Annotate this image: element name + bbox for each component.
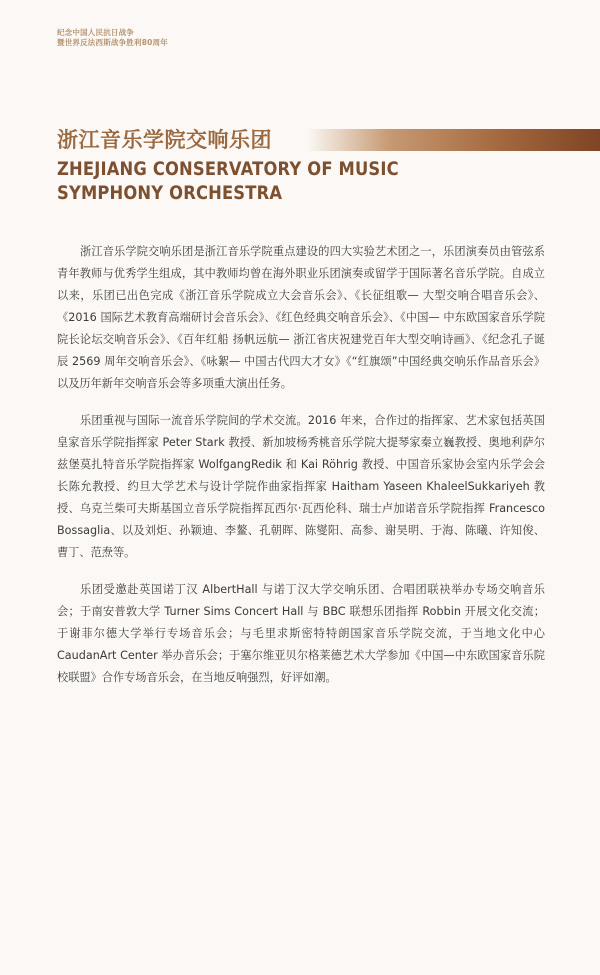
page-title-english: [57, 157, 399, 205]
commemoration-note-line-2: 暨世界反法西斯战争胜利80周年: [57, 38, 168, 47]
paragraph-academic-exchange: 乐团重视与国际一流音乐学院间的学术交流。2016 年来，合作过的指挥家、艺术家包括英国皇家音乐学院指挥家 Peter Stark 教授、新加坡杨秀桃音乐学院大提琴家秦立巍教授、奥地利萨尔兹堡莫扎特音乐学院指挥家 WolfgangRedik 和 Kai Röhrig 教授、中国音乐家协会室内乐学会会长陈允教授、约旦大学艺术与设计学院作曲家指挥家 Haitham Yaseen KhaleelSukkariyeh 教授、乌克兰柴可夫斯基国立音乐学院指挥瓦西尔·瓦西伦科、瑞士卢加诺音乐学院指挥 Francesco Bossaglia、以及刘炬、孙颖迪、李鳌、孔朝晖、陈燮阳、高参、谢昊明、于海、陈曦、许知俊、曹丁、范焘等。: [57, 414, 545, 559]
page-title-english-line-2: SYMPHONY ORCHESTRA: [57, 182, 283, 204]
paragraph-overseas-performances: 乐团受邀赴英国诺丁汉 AlbertHall 与诺丁汉大学交响乐团、合唱团联袂举办专场交响音乐会；于南安普敦大学 Turner Sims Concert Hall 与 BBC 联想乐团指挥 Robbin 开展文化交流；于谢菲尔德大学举行专场音乐会；与毛里求斯密特特朗国家音乐学院交流，于当地文化中心 CaudanArt Center 举办音乐会；于塞尔维亚贝尔格莱德艺术大学参加《中国—中东欧国家音乐院校联盟》合作专场音乐会，在当地反响强烈，好评如潮。: [57, 583, 545, 684]
paragraph-intro: 浙江音乐学院交响乐团是浙江音乐学院重点建设的四大实验艺术团之一，乐团演奏员由管弦系青年教师与优秀学生组成，其中教师均曾在海外职业乐团演奏或留学于国际著名音乐学院。自成立以来，乐团已出色完成《浙江音乐学院成立大会音乐会》、《长征组歌— 大型交响合唱音乐会》、《2016 国际艺术教育高端研讨会音乐会》、《红色经典交响音乐会》、《中国— 中东欧国家音乐学院院长论坛交响音乐会》、《百年红船 扬帆远航— 浙江省庆祝建党百年大型交响诗画》、《纪念孔子诞辰 2569 周年交响音乐会》、《咏絮— 中国古代四大才女》《“红旗颂”中国经典交响乐作品音乐会》以及历年新年交响音乐会等多项重大演出任务。: [57, 245, 545, 390]
body-text: [57, 241, 545, 704]
page-title-english-line-1: ZHEJIANG CONSERVATORY OF MUSIC: [57, 158, 399, 180]
commemoration-note: [57, 28, 168, 48]
title-accent-bar: [307, 129, 600, 151]
commemoration-note-line-1: 纪念中国人民抗日战争: [57, 28, 134, 37]
title-row: [57, 126, 547, 156]
page-title-chinese: 浙江音乐学院交响乐团: [57, 128, 272, 152]
title-block: [57, 126, 547, 204]
